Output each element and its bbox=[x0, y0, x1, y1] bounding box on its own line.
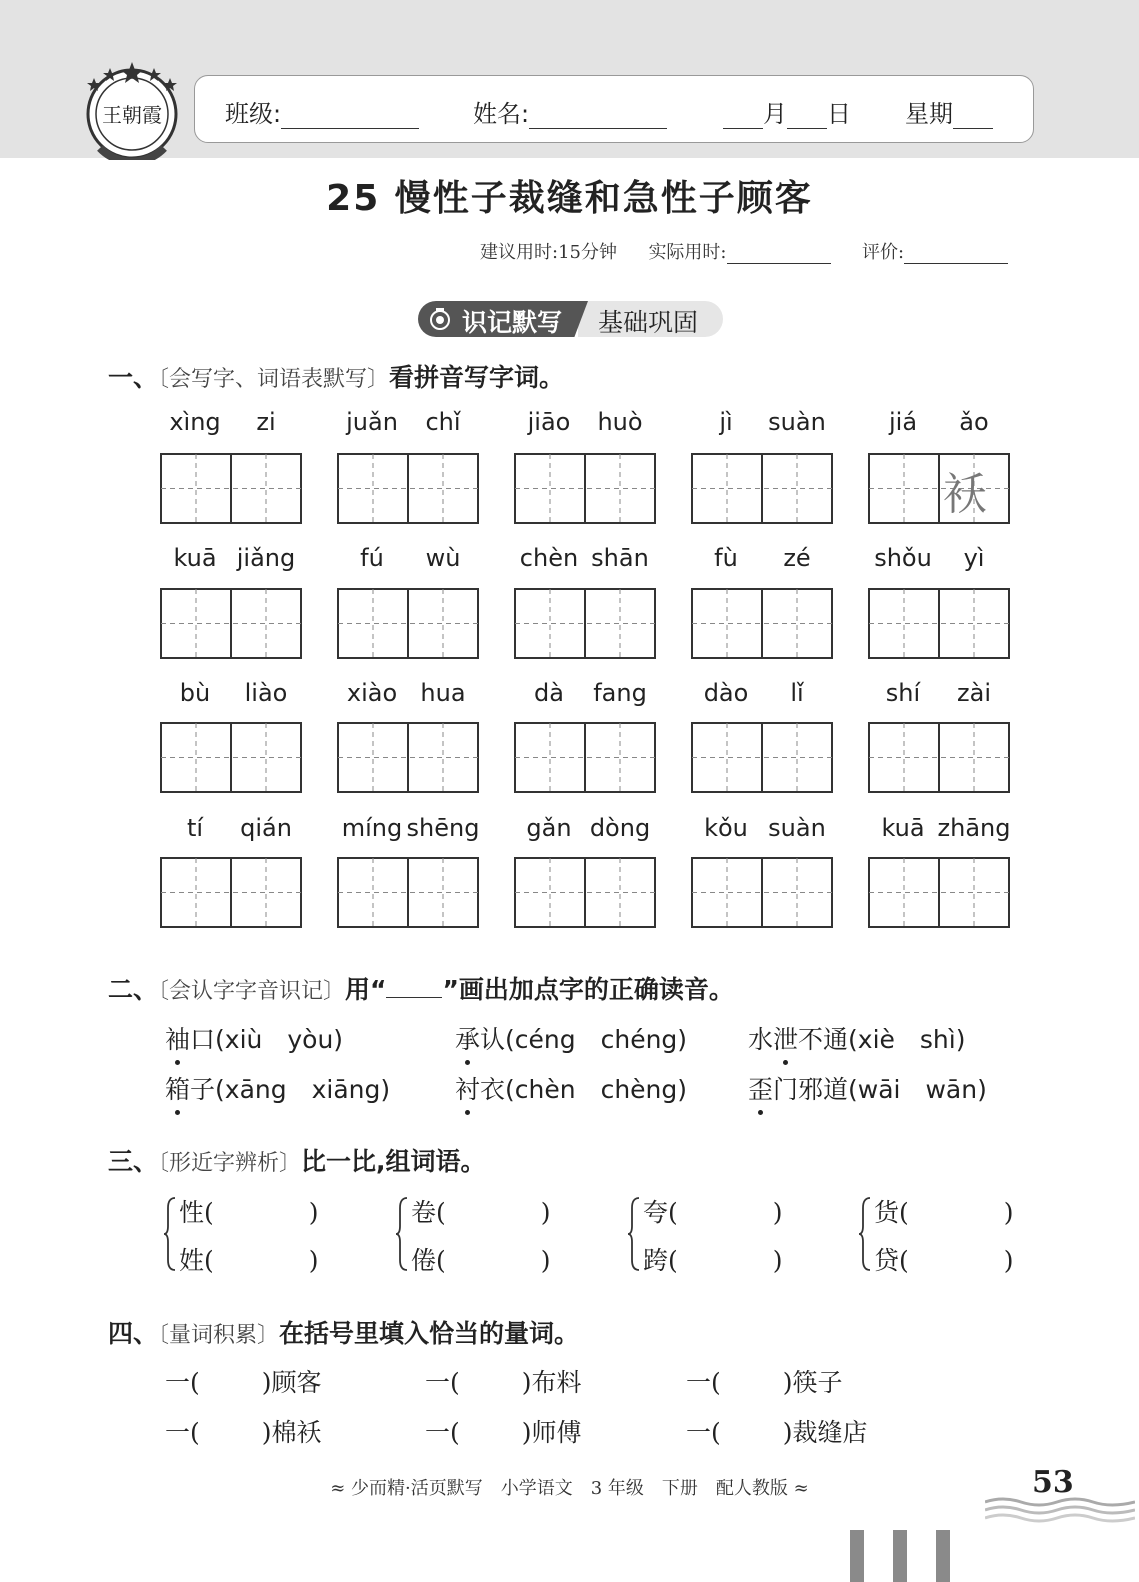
close-paren: ) bbox=[1003, 1198, 1014, 1227]
brace-icon bbox=[627, 1196, 641, 1272]
time-bar bbox=[480, 238, 1008, 264]
pinyin-syllable: dà bbox=[534, 679, 564, 707]
pinyin-syllable: fang bbox=[593, 679, 647, 707]
compare-word-item[interactable] bbox=[874, 1241, 1014, 1277]
dotted-character: 箱 bbox=[165, 1070, 190, 1106]
close-paren: ) bbox=[540, 1198, 551, 1227]
dotted-character: 衬 bbox=[455, 1070, 480, 1106]
dotted-character: 歪 bbox=[748, 1070, 773, 1106]
noun-word: 棉袄 bbox=[271, 1418, 322, 1447]
pinyin-syllable: juǎn bbox=[346, 408, 398, 436]
writing-grid[interactable] bbox=[691, 453, 833, 524]
pinyin-syllable: zài bbox=[957, 679, 991, 707]
compare-character: 性 bbox=[179, 1198, 205, 1227]
item-prefix: 一( bbox=[425, 1368, 460, 1397]
pinyin-syllable: huò bbox=[597, 408, 643, 436]
day-label: 日 bbox=[827, 100, 851, 128]
pinyin-syllable: chǐ bbox=[425, 408, 461, 436]
writing-grid[interactable] bbox=[160, 588, 302, 659]
q4-heading: 四、〔量词积累〕在括号里填入恰当的量词。 bbox=[108, 1319, 580, 1348]
close-paren: ) bbox=[772, 1198, 783, 1227]
reading-options: 子(xāng xiāng) bbox=[190, 1075, 391, 1104]
noun-word: 布料 bbox=[531, 1368, 582, 1397]
writing-grid[interactable] bbox=[691, 857, 833, 928]
pinyin-syllable: yì bbox=[963, 544, 985, 572]
close-paren: ) bbox=[521, 1418, 532, 1447]
reading-item[interactable] bbox=[748, 1020, 965, 1056]
actual-time-input[interactable] bbox=[727, 243, 831, 264]
writing-grid[interactable] bbox=[868, 722, 1010, 793]
q3-heading: 三、〔形近字辨析〕比一比,组词语。 bbox=[108, 1147, 486, 1176]
open-paren: ( bbox=[899, 1198, 909, 1227]
reading-item[interactable] bbox=[455, 1070, 687, 1106]
evaluation-label: 评价: bbox=[861, 242, 905, 263]
section-banner bbox=[418, 301, 723, 337]
logo bbox=[84, 60, 180, 160]
item-prefix: 水 bbox=[748, 1025, 774, 1054]
measure-word-item[interactable] bbox=[425, 1363, 582, 1399]
compare-character: 夸 bbox=[643, 1198, 669, 1227]
medal-icon bbox=[428, 307, 452, 331]
compare-character: 姓 bbox=[179, 1246, 205, 1275]
compare-word-item[interactable] bbox=[179, 1193, 319, 1229]
writing-grid[interactable] bbox=[514, 722, 656, 793]
writing-grid[interactable] bbox=[160, 722, 302, 793]
compare-character: 倦 bbox=[411, 1246, 437, 1275]
compare-word-item[interactable] bbox=[874, 1193, 1014, 1229]
noun-word: 裁缝店 bbox=[792, 1418, 868, 1447]
pinyin-syllable: kǒu bbox=[704, 814, 748, 842]
dotted-character: 承 bbox=[455, 1020, 480, 1056]
writing-grid[interactable] bbox=[337, 857, 479, 928]
banner-left-label: 识记默写 bbox=[462, 308, 563, 337]
pinyin-syllable: jiǎng bbox=[236, 544, 296, 572]
brace-icon bbox=[395, 1196, 409, 1272]
writing-grid[interactable] bbox=[868, 588, 1010, 659]
item-prefix: 一( bbox=[425, 1418, 460, 1447]
measure-word-item[interactable] bbox=[165, 1363, 322, 1399]
close-paren: ) bbox=[521, 1368, 532, 1397]
reading-options: 门邪道(wāi wān) bbox=[773, 1075, 987, 1104]
pinyin-syllable: hua bbox=[420, 679, 466, 707]
brace-icon bbox=[163, 1196, 177, 1272]
item-prefix: 一( bbox=[165, 1368, 200, 1397]
pinyin-syllable: qián bbox=[240, 814, 292, 842]
writing-grid[interactable] bbox=[514, 453, 656, 524]
pinyin-syllable: shǒu bbox=[874, 544, 932, 572]
banner-right-label: 基础巩固 bbox=[598, 308, 699, 337]
close-paren: ) bbox=[782, 1368, 793, 1397]
pinyin-syllable: shí bbox=[885, 679, 921, 707]
name-label: 姓名: bbox=[473, 100, 530, 128]
writing-grid[interactable] bbox=[337, 722, 479, 793]
pinyin-syllable: tí bbox=[186, 814, 204, 842]
date-field[interactable] bbox=[723, 94, 851, 129]
edge-bar bbox=[893, 1530, 907, 1582]
writing-grid[interactable] bbox=[160, 857, 302, 928]
open-paren: ( bbox=[668, 1246, 678, 1275]
pinyin-syllable: chèn bbox=[519, 544, 579, 572]
logo-seal-icon bbox=[84, 60, 180, 160]
measure-word-item[interactable] bbox=[425, 1413, 582, 1449]
page-number: 53 bbox=[1032, 1465, 1074, 1500]
pinyin-syllable: liào bbox=[244, 679, 288, 707]
pinyin-syllable: fú bbox=[360, 544, 384, 572]
pinyin-syllable: wù bbox=[425, 544, 461, 572]
compare-character: 货 bbox=[874, 1198, 900, 1227]
writing-grid[interactable] bbox=[514, 588, 656, 659]
compare-character: 卷 bbox=[411, 1198, 437, 1227]
reading-item[interactable] bbox=[165, 1070, 390, 1106]
compare-word-item[interactable] bbox=[179, 1241, 319, 1277]
pinyin-syllable: suàn bbox=[768, 408, 826, 436]
close-paren: ) bbox=[782, 1418, 793, 1447]
reading-item[interactable] bbox=[455, 1020, 687, 1056]
pinyin-syllable: zhāng bbox=[937, 814, 1011, 842]
compare-character: 贷 bbox=[874, 1246, 900, 1275]
pinyin-syllable: kuā bbox=[173, 544, 217, 572]
brace-icon bbox=[858, 1196, 872, 1272]
close-paren: ) bbox=[772, 1246, 783, 1275]
edge-bar bbox=[850, 1530, 864, 1582]
edge-bar bbox=[936, 1530, 950, 1582]
class-field[interactable] bbox=[225, 94, 419, 129]
reading-options: 不通(xiè shì) bbox=[798, 1025, 966, 1054]
open-paren: ( bbox=[436, 1246, 446, 1275]
pinyin-syllable: ǎo bbox=[959, 408, 989, 436]
suggested-time: 建议用时:15分钟 bbox=[480, 242, 617, 263]
page-title: 25 慢性子裁缝和急性子顾客 bbox=[326, 178, 813, 219]
compare-word-item[interactable] bbox=[643, 1193, 783, 1229]
noun-word: 筷子 bbox=[792, 1368, 843, 1397]
pinyin-syllable: shēng bbox=[406, 814, 480, 842]
evaluation-input[interactable] bbox=[904, 243, 1008, 264]
open-paren: ( bbox=[436, 1198, 446, 1227]
pinyin-syllable: dòng bbox=[589, 814, 651, 842]
weekday-field[interactable] bbox=[905, 94, 993, 129]
writing-grid[interactable] bbox=[868, 453, 1010, 524]
svg-text:王朝霞: 王朝霞 bbox=[102, 103, 162, 127]
open-paren: ( bbox=[668, 1198, 678, 1227]
pinyin-syllable: zé bbox=[783, 544, 811, 572]
reading-options: 口(xiù yòu) bbox=[190, 1025, 344, 1054]
footer-text: ≈ 少而精·活页默写 小学语文 3 年级 下册 配人教版 ≈ bbox=[330, 1478, 809, 1499]
item-prefix: 一( bbox=[686, 1368, 721, 1397]
compare-word-item[interactable] bbox=[411, 1193, 551, 1229]
pinyin-syllable: kuā bbox=[881, 814, 925, 842]
pinyin-syllable: jiāo bbox=[527, 408, 571, 436]
compare-word-item[interactable] bbox=[411, 1241, 551, 1277]
underline-sample bbox=[386, 991, 442, 998]
pinyin-syllable: gǎn bbox=[526, 814, 572, 842]
pinyin-syllable: suàn bbox=[768, 814, 826, 842]
compare-word-item[interactable] bbox=[643, 1241, 783, 1277]
measure-word-item[interactable] bbox=[686, 1363, 843, 1399]
pinyin-syllable: fù bbox=[714, 544, 738, 572]
reading-item[interactable] bbox=[748, 1070, 987, 1106]
noun-word: 顾客 bbox=[271, 1368, 322, 1397]
close-paren: ) bbox=[261, 1418, 272, 1447]
open-paren: ( bbox=[204, 1198, 214, 1227]
reading-options: 衣(chèn chèng) bbox=[480, 1075, 688, 1104]
name-field[interactable] bbox=[473, 94, 667, 129]
close-paren: ) bbox=[308, 1198, 319, 1227]
writing-grid[interactable] bbox=[337, 453, 479, 524]
open-paren: ( bbox=[899, 1246, 909, 1275]
wave-decoration-icon bbox=[985, 1494, 1135, 1524]
reading-options: 认(céng chéng) bbox=[480, 1025, 688, 1054]
open-paren: ( bbox=[204, 1246, 214, 1275]
compare-character: 跨 bbox=[643, 1246, 669, 1275]
dotted-character: 袖 bbox=[165, 1020, 190, 1056]
pinyin-syllable: xìng bbox=[169, 408, 221, 436]
pinyin-syllable: dào bbox=[703, 679, 749, 707]
pinyin-syllable: shān bbox=[591, 544, 649, 572]
pinyin-syllable: bù bbox=[179, 679, 211, 707]
q2-heading: 二、〔会认字字音识记〕用“ ”画出加点字的正确读音。 bbox=[108, 975, 734, 1004]
pinyin-syllable: míng bbox=[341, 814, 403, 842]
measure-word-item[interactable] bbox=[686, 1413, 868, 1449]
writing-grid[interactable] bbox=[691, 722, 833, 793]
given-character: 袄 bbox=[943, 469, 987, 520]
writing-grid[interactable] bbox=[691, 588, 833, 659]
pinyin-syllable: lǐ bbox=[790, 679, 804, 707]
student-info-box bbox=[194, 75, 1034, 143]
writing-grid[interactable] bbox=[160, 453, 302, 524]
q1-heading: 一、〔会写字、词语表默写〕看拼音写字词。 bbox=[108, 363, 565, 392]
item-prefix: 一( bbox=[165, 1418, 200, 1447]
dotted-character: 泄 bbox=[773, 1020, 798, 1056]
month-label: 月 bbox=[763, 100, 787, 128]
close-paren: ) bbox=[261, 1368, 272, 1397]
measure-word-item[interactable] bbox=[165, 1413, 322, 1449]
class-label: 班级: bbox=[225, 100, 282, 128]
writing-grid[interactable] bbox=[337, 588, 479, 659]
item-prefix: 一( bbox=[686, 1418, 721, 1447]
close-paren: ) bbox=[540, 1246, 551, 1275]
reading-item[interactable] bbox=[165, 1020, 343, 1056]
pinyin-syllable: jì bbox=[719, 408, 733, 436]
writing-grid[interactable] bbox=[868, 857, 1010, 928]
close-paren: ) bbox=[308, 1246, 319, 1275]
pinyin-syllable: xiào bbox=[346, 679, 398, 707]
pinyin-syllable: jiá bbox=[888, 408, 918, 436]
close-paren: ) bbox=[1003, 1246, 1014, 1275]
noun-word: 师傅 bbox=[531, 1418, 582, 1447]
pinyin-syllable: zi bbox=[256, 408, 276, 436]
actual-time-label: 实际用时: bbox=[648, 242, 727, 263]
week-label: 星期 bbox=[905, 100, 953, 128]
writing-grid[interactable] bbox=[514, 857, 656, 928]
